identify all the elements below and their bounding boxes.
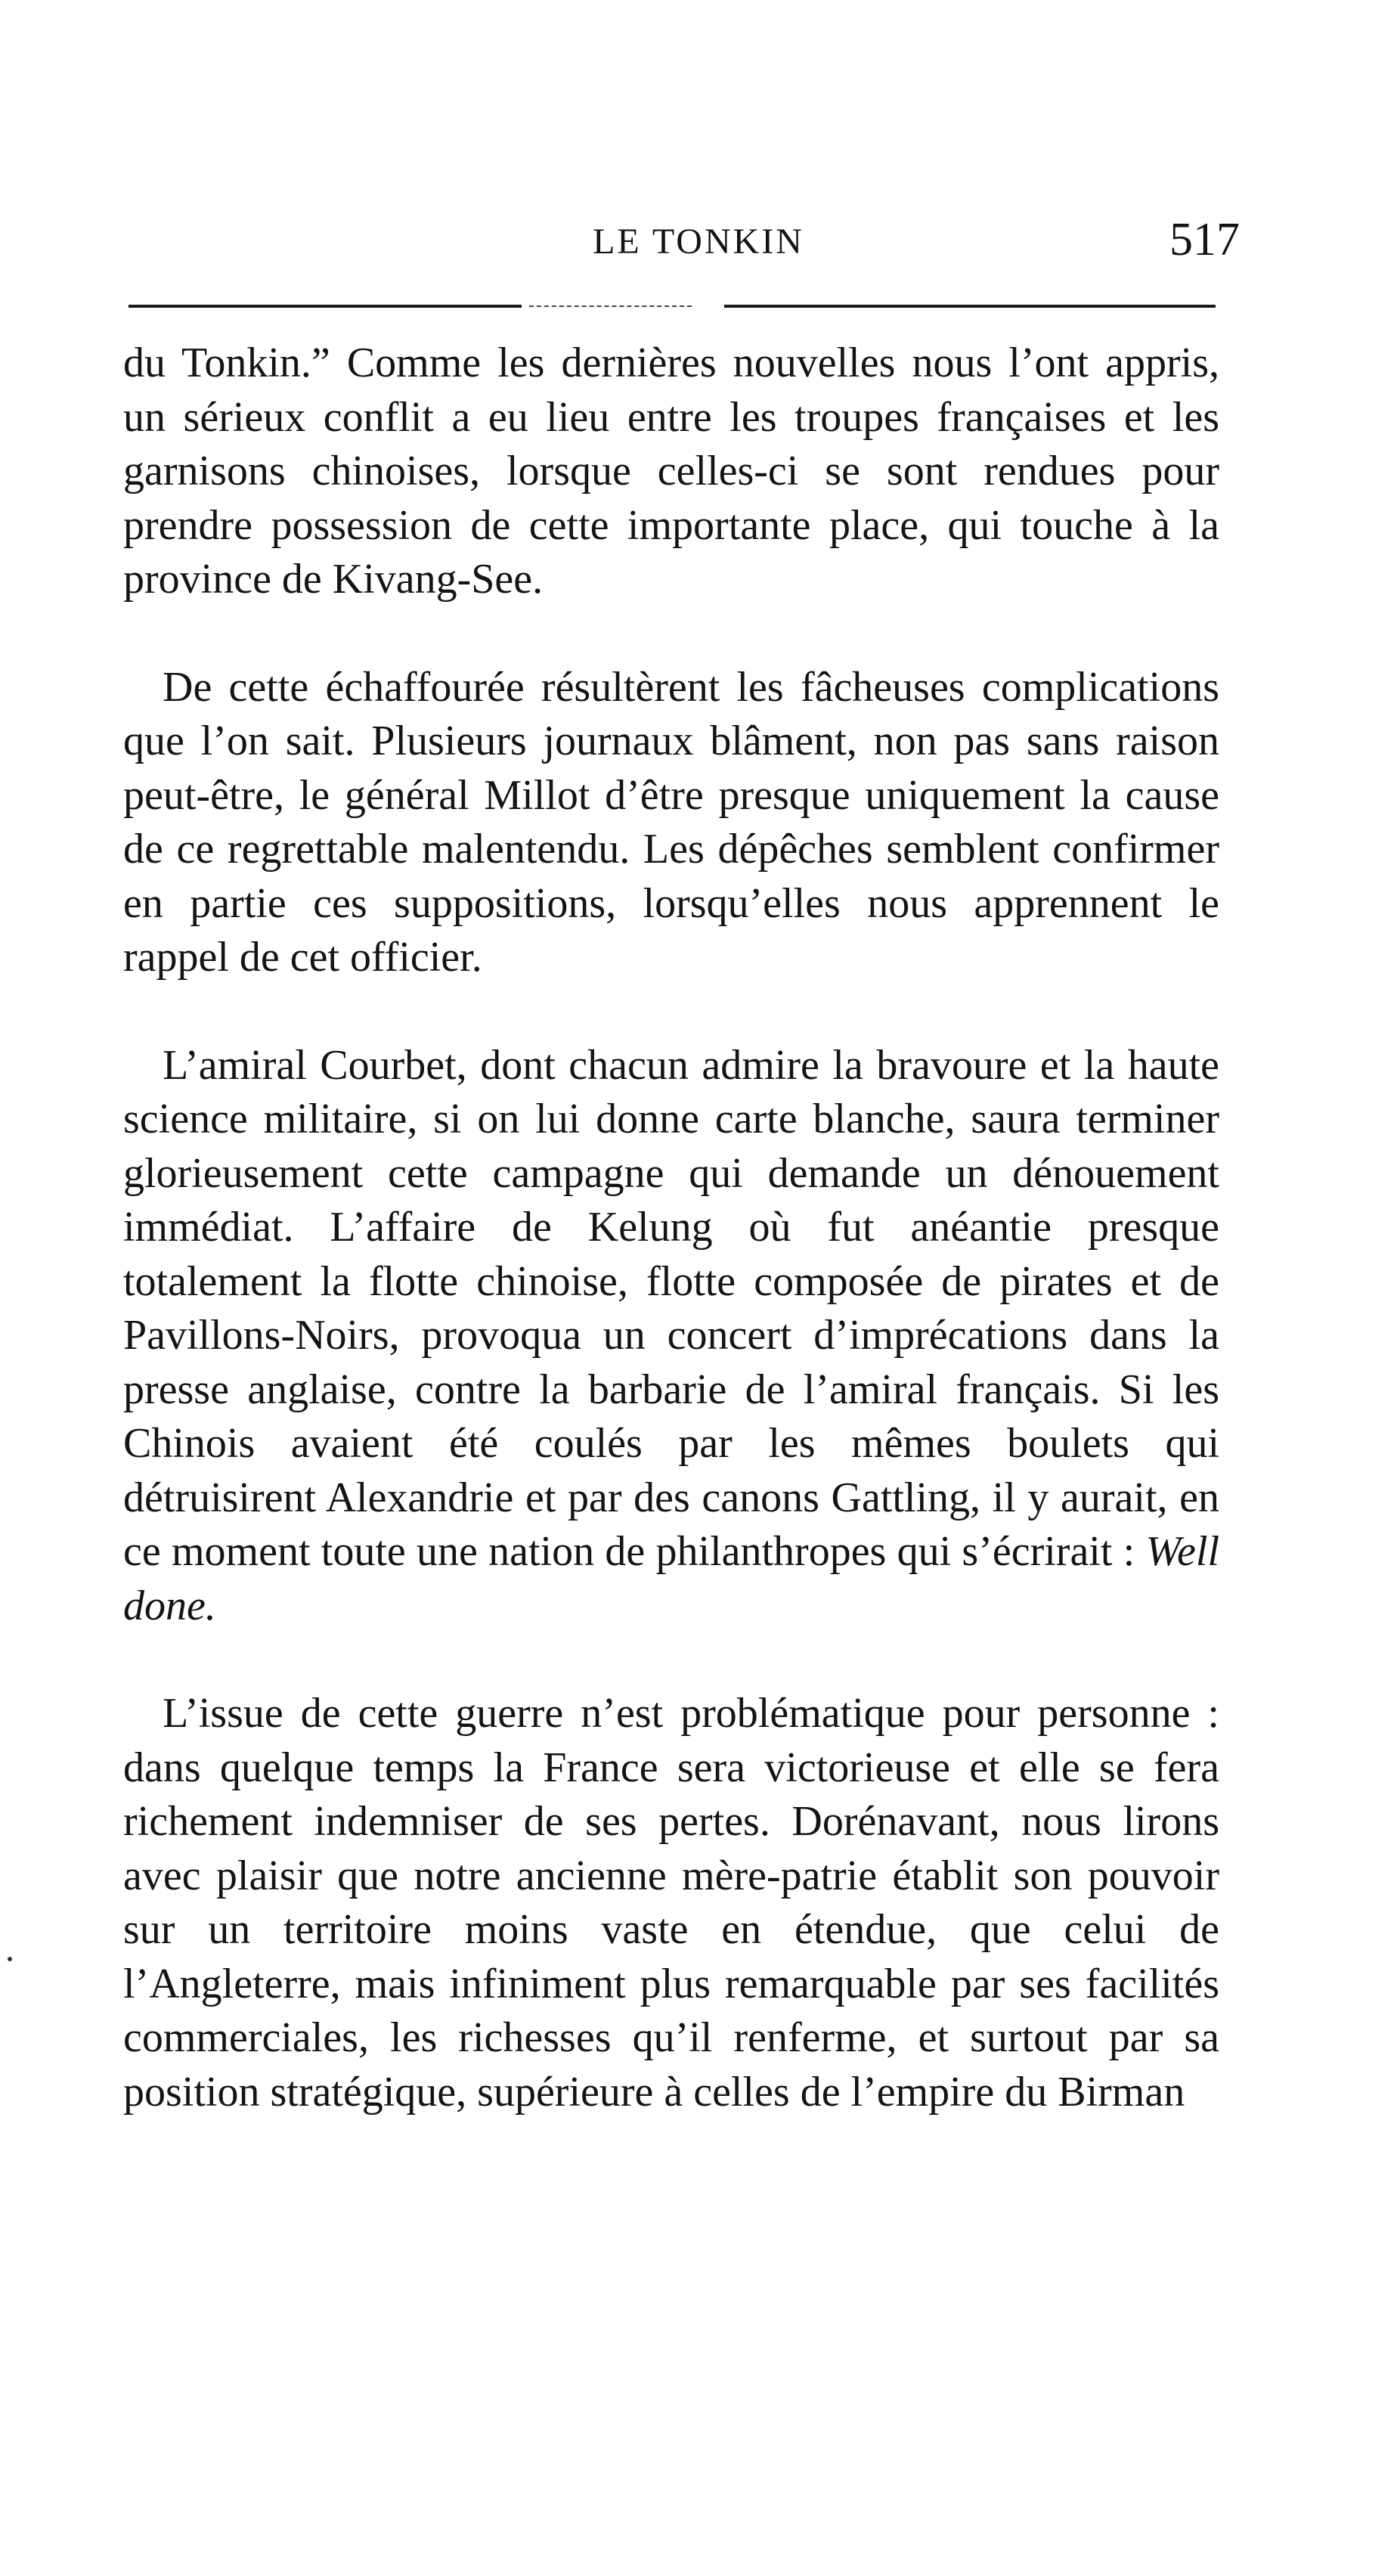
running-title: LE TONKIN [593, 222, 804, 262]
header-rule-right [724, 305, 1216, 308]
paragraph-3-text: L’amiral Courbet, dont chacun admire la bravoure et la haute science militaire, si on lui donne carte blanche, saura terminer glorieusement cette campagne qui demande un dénouement immédiat. L’affaire de Kelung où fut anéantie presque totalement la flotte chinoise, flotte composée de pirates et de Pavillons-Noirs, provoqua un concert d’imprécations dans la presse anglaise, contre la barbarie de l’amiral français. Si les Chinois avaient été coulés par les mêmes boulets qui détruisirent Alexandrie et par des canons Gattling, il y aurait, en ce moment toute une nation de philanthropes qui s’écrirait : [123, 1041, 1219, 1575]
paragraph-3 [123, 1039, 1219, 1634]
paragraph-3-emphasis: Well done. [123, 1528, 1220, 1629]
header-rule-left [129, 305, 522, 308]
header-rule-dashed [529, 305, 692, 308]
paragraph-2: De cette échaffourée résultèrent les fâcheuses complications que l’on sait. Plusieurs journaux blâment, non pas sans raison peut-être, le général Millot d’être presque uniquement la cause de ce regrettable malentendu. Les dépêches semblent confirmer en partie ces suppositions, lorsqu’elles nous apprennent le rappel de cet officier. [123, 663, 1219, 981]
margin-mark [8, 1957, 12, 1961]
page-number: 517 [1169, 214, 1240, 265]
body-text [123, 336, 1219, 2173]
paragraph-1: du Tonkin.” Comme les dernières nouvelles nous l’ont appris, un sérieux conflit a eu lieu entre les troupes françaises et les garnisons chinoises, lorsque celles-ci se sont rendues pour prendre possession de cette importante place, qui touche à la province de Kivang-See. [123, 339, 1219, 603]
paragraph-4: L’issue de cette guerre n’est problématique pour personne : dans quelque temps la France sera victorieuse et elle se fera richement indemniser de ses pertes. Dorénavant, nous lirons avec plaisir que notre ancienne mère-patrie établit son pouvoir sur un territoire moins vaste en étendue, que celui de l’Angleterre, mais infiniment plus remarquable par ses facilités commerciales, les richesses qu’il renferme, et surtout par sa position stratégique, supérieure à celles de l’empire du Birman [123, 1690, 1219, 2116]
